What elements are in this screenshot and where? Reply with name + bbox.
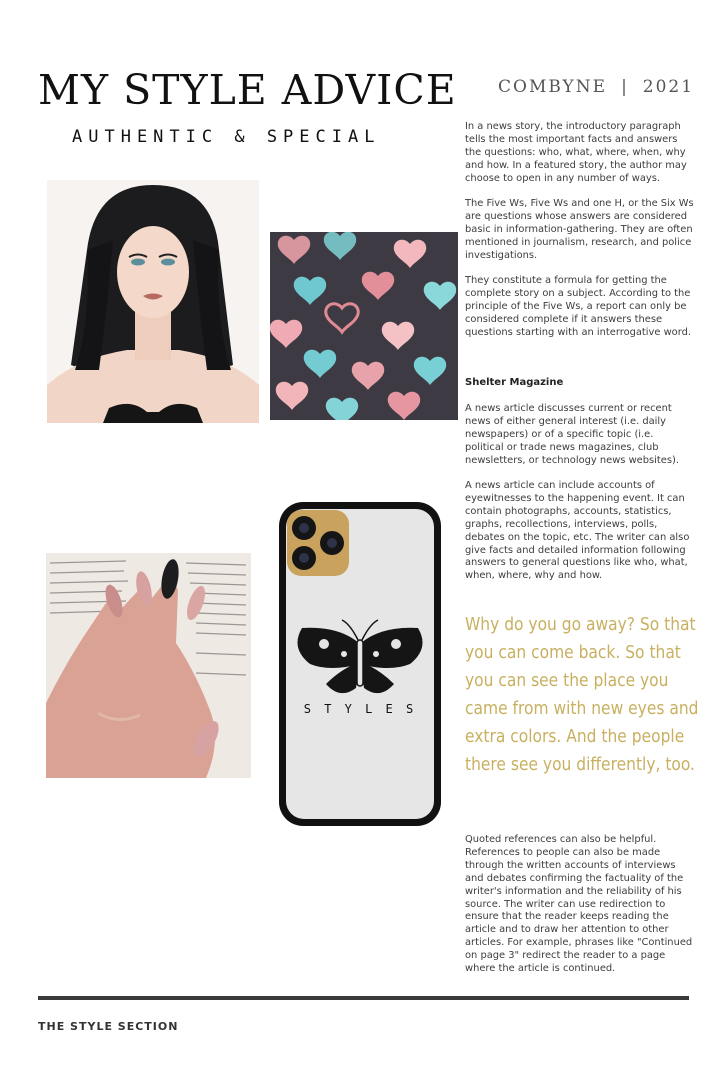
hearts-pattern-image [270,232,458,420]
article-paragraph-5: A news article can include accounts of eyewitnesses to the happening event. It can contain photographs, accounts, statistics, graphs, recollections, interviews, polls, debates on the topic, etc. The writer can also give facts and detailed information following answers to general questions like who, what, when, where, why and how. [465,480,690,582]
phone-case-image [277,500,443,828]
phone-case-text: S T Y L E S [303,702,417,716]
article-paragraph-4: A news article discusses current or recent news of either general interest (i.e. daily newspapers) or of a specific topic (i.e. political or trade news magazines, club newsletters, or technology news websites). [465,403,679,466]
footer-section-label: THE STYLE SECTION [38,1020,179,1033]
article-paragraph-1: In a news story, the introductory paragraph tells the most important facts and answers the questions: who, what, where, when, why and how. In a featured story, the author may choose to open in any number of ways. [465,121,687,184]
woman-portrait-image [47,180,259,423]
brand-name: COMBYNE [498,77,608,97]
manicure-hand-image [46,553,251,778]
issue-year: 2021 [642,77,695,97]
footer-rule [38,996,689,1000]
page-title: MY STYLE ADVICE [38,66,457,114]
pull-quote: Why do you go away? So that you can come back. So that you can see the place you came from with new eyes and extra colors. And the people there see you differently, too. [465,614,699,775]
page-subtitle: AUTHENTIC & SPECIAL [72,127,381,147]
article-paragraph-2: The Five Ws, Five Ws and one H, or the Six Ws are questions whose answers are considered basic in information-gathering. They are often mentioned in journalism, research, and police investigations. [465,198,694,261]
brand-separator: | [621,77,629,97]
article-paragraph-6: Quoted references can also be helpful. References to people can also be made through the written accounts of interviews and debates confirming the factuality of the writer's information and the reliability of his source. The writer can use redirection to ensure that the reader keeps reading the article and to draw her attention to other articles. For example, phrases like "Continued on page 3" redirect the reader to a page where the article is continued. [465,834,693,975]
section-heading: Shelter Magazine [465,377,564,388]
brand-line [498,77,694,97]
article-paragraph-3: They constitute a formula for getting the complete story on a subject. According to the principle of the Five Ws, a report can only be considered complete if it answers these questions starting with an interrogative word. [465,275,692,338]
